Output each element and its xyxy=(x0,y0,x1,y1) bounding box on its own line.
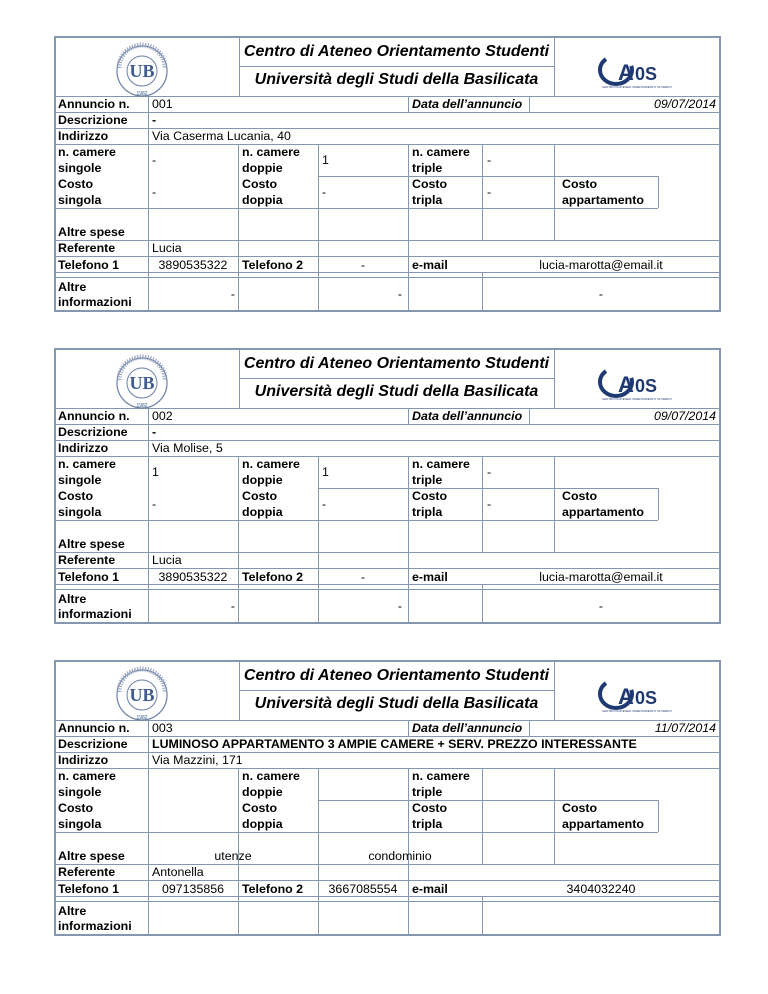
label-camere-singole-2: singole xyxy=(58,161,102,175)
centre-title: Centro di Ateneo Orientamento Studenti xyxy=(243,667,550,684)
label-descrizione: Descrizione xyxy=(58,113,128,127)
svg-text:CENTRO DI ATENEO ORIENTAMENTO: CENTRO DI ATENEO ORIENTAMENTO STUDENTI xyxy=(602,397,672,401)
label-altre-informazioni: Altre xyxy=(58,592,87,606)
annuncio-number: 003 xyxy=(152,721,173,735)
annuncio-date: 09/07/2014 xyxy=(653,97,716,111)
costo-doppia-value: - xyxy=(322,185,327,199)
svg-text:UB: UB xyxy=(129,685,155,705)
referente-value: Lucia xyxy=(152,241,182,255)
email-value: 3404032240 xyxy=(566,882,636,896)
telefono1-value: 3890535322 xyxy=(158,570,228,584)
email-value: lucia-marotta@email.it xyxy=(539,570,663,584)
label-altre-informazioni-2: informazioni xyxy=(58,607,132,621)
label-telefono1: Telefono 1 xyxy=(58,258,120,272)
telefono2-value: - xyxy=(360,570,366,584)
centre-title: Centro di Ateneo Orientamento Studenti xyxy=(243,43,550,60)
svg-text:UB: UB xyxy=(129,373,155,393)
label-camere-doppie: n. camere xyxy=(242,769,300,783)
svg-text:1982: 1982 xyxy=(136,403,148,409)
altre-info-a: - xyxy=(230,599,236,613)
indirizzo-value: Via Caserma Lucania, 40 xyxy=(152,129,291,143)
label-costo-appartamento-2: appartamento xyxy=(562,193,644,207)
camere-triple-value: - xyxy=(487,465,492,479)
label-costo-appartamento-2: appartamento xyxy=(562,505,644,519)
label-costo-singola: Costo xyxy=(58,489,94,503)
label-camere-doppie: n. camere xyxy=(242,457,300,471)
label-telefono1: Telefono 1 xyxy=(58,570,120,584)
label-camere-doppie-2: doppie xyxy=(242,785,283,799)
label-annuncio: Annuncio n. xyxy=(58,721,130,735)
svg-text:A: A xyxy=(618,60,634,85)
label-email: e-mail xyxy=(412,882,448,896)
altre-info-a: - xyxy=(230,287,236,301)
altre-info-c: - xyxy=(598,599,604,613)
annuncio-date: 09/07/2014 xyxy=(653,409,716,423)
university-title: Università degli Studi della Basilicata xyxy=(254,383,539,400)
annuncio-number: 002 xyxy=(152,409,173,423)
label-costo-doppia-2: doppia xyxy=(242,193,283,207)
costo-tripla-value: - xyxy=(487,497,492,511)
label-referente: Referente xyxy=(58,553,116,567)
label-costo-singola-2: singola xyxy=(58,193,102,207)
email-value: lucia-marotta@email.it xyxy=(539,258,663,272)
camere-triple-value: - xyxy=(487,153,492,167)
label-altre-informazioni-2: informazioni xyxy=(58,919,132,933)
label-data: Data dell’annuncio xyxy=(412,409,523,423)
costo-tripla-value: - xyxy=(487,185,492,199)
label-indirizzo: Indirizzo xyxy=(58,129,109,143)
label-camere-doppie-2: doppie xyxy=(242,473,283,487)
altre-spese-value-b: condominio xyxy=(368,849,432,863)
descrizione-value: - xyxy=(152,425,157,439)
label-costo-doppia: Costo xyxy=(242,177,278,191)
label-costo-doppia-2: doppia xyxy=(242,505,283,519)
svg-text:1982: 1982 xyxy=(136,715,148,721)
telefono1-value: 3890535322 xyxy=(158,258,228,272)
label-camere-singole-2: singole xyxy=(58,473,102,487)
altre-info-b: - xyxy=(397,599,403,613)
label-camere-singole: n. camere xyxy=(58,145,116,159)
costo-singola-value: - xyxy=(152,497,157,511)
label-camere-doppie: n. camere xyxy=(242,145,300,159)
svg-text:CENTRO DI ATENEO ORIENTAMENTO: CENTRO DI ATENEO ORIENTAMENTO STUDENTI xyxy=(602,709,672,713)
label-costo-doppia: Costo xyxy=(242,801,278,815)
label-telefono2: Telefono 2 xyxy=(242,258,304,272)
listing-card-3 xyxy=(54,660,720,936)
label-altre-spese: Altre spese xyxy=(58,849,125,863)
svg-text:1982: 1982 xyxy=(136,91,148,97)
label-costo-singola-2: singola xyxy=(58,817,102,831)
university-title: Università degli Studi della Basilicata xyxy=(254,695,539,712)
label-camere-triple-2: triple xyxy=(412,785,443,799)
label-indirizzo: Indirizzo xyxy=(58,441,109,455)
label-camere-triple-2: triple xyxy=(412,473,443,487)
costo-doppia-value: - xyxy=(322,497,327,511)
label-email: e-mail xyxy=(412,258,448,272)
label-email: e-mail xyxy=(412,570,448,584)
camere-singole-value: 1 xyxy=(152,465,159,479)
university-seal-icon xyxy=(102,354,182,409)
telefono2-value: - xyxy=(360,258,366,272)
label-costo-tripla-2: tripla xyxy=(412,505,443,519)
label-telefono2: Telefono 2 xyxy=(242,570,304,584)
label-costo-doppia: Costo xyxy=(242,489,278,503)
label-referente: Referente xyxy=(58,241,116,255)
label-altre-informazioni: Altre xyxy=(58,904,87,918)
svg-text:0S: 0S xyxy=(635,688,658,708)
label-costo-appartamento: Costo xyxy=(562,177,598,191)
label-altre-spese: Altre spese xyxy=(58,225,125,239)
label-camere-triple: n. camere xyxy=(412,145,470,159)
indirizzo-value: Via Molise, 5 xyxy=(152,441,223,455)
label-costo-doppia-2: doppia xyxy=(242,817,283,831)
label-descrizione: Descrizione xyxy=(58,737,128,751)
indirizzo-value: Via Mazzini, 171 xyxy=(152,753,243,767)
university-seal-icon xyxy=(102,666,182,721)
svg-text:CENTRO DI ATENEO ORIENTAMENTO: CENTRO DI ATENEO ORIENTAMENTO STUDENTI xyxy=(602,85,672,89)
label-camere-doppie-2: doppie xyxy=(242,161,283,175)
label-referente: Referente xyxy=(58,865,116,879)
university-seal-icon xyxy=(102,42,182,97)
label-costo-tripla-2: tripla xyxy=(412,193,443,207)
label-annuncio: Annuncio n. xyxy=(58,409,130,423)
costo-singola-value: - xyxy=(152,185,157,199)
annuncio-number: 001 xyxy=(152,97,173,111)
listing-card-1 xyxy=(54,36,720,312)
label-telefono1: Telefono 1 xyxy=(58,882,120,896)
svg-text:A: A xyxy=(618,684,634,709)
label-costo-tripla: Costo xyxy=(412,489,448,503)
caos-logo-icon xyxy=(598,46,680,92)
caos-logo-icon xyxy=(598,670,680,716)
referente-value: Antonella xyxy=(152,865,204,879)
descrizione-value: LUMINOSO APPARTAMENTO 3 AMPIE CAMERE + SERV. PREZZO INTERESSANTE xyxy=(152,737,637,751)
label-annuncio: Annuncio n. xyxy=(58,97,130,111)
label-costo-tripla: Costo xyxy=(412,177,448,191)
label-data: Data dell’annuncio xyxy=(412,97,523,111)
label-costo-singola: Costo xyxy=(58,177,94,191)
label-indirizzo: Indirizzo xyxy=(58,753,109,767)
label-altre-informazioni-2: informazioni xyxy=(58,295,132,309)
label-costo-tripla: Costo xyxy=(412,801,448,815)
label-costo-singola-2: singola xyxy=(58,505,102,519)
descrizione-value: - xyxy=(152,113,157,127)
altre-info-c: - xyxy=(598,287,604,301)
label-costo-singola: Costo xyxy=(58,801,94,815)
label-costo-appartamento-2: appartamento xyxy=(562,817,644,831)
label-altre-informazioni: Altre xyxy=(58,280,87,294)
telefono1-value: 097135856 xyxy=(161,882,225,896)
svg-text:0S: 0S xyxy=(635,64,658,84)
centre-title: Centro di Ateneo Orientamento Studenti xyxy=(243,355,550,372)
referente-value: Lucia xyxy=(152,553,182,567)
label-camere-singole: n. camere xyxy=(58,457,116,471)
camere-singole-value: - xyxy=(152,153,157,167)
caos-logo-icon xyxy=(598,358,680,404)
listing-card-2 xyxy=(54,348,720,624)
annuncio-date: 11/07/2014 xyxy=(654,721,716,735)
label-camere-singole: n. camere xyxy=(58,769,116,783)
university-title: Università degli Studi della Basilicata xyxy=(254,71,539,88)
svg-text:UB: UB xyxy=(129,61,155,81)
label-altre-spese: Altre spese xyxy=(58,537,125,551)
label-descrizione: Descrizione xyxy=(58,425,128,439)
telefono2-value: 3667085554 xyxy=(328,882,398,896)
label-camere-triple: n. camere xyxy=(412,769,470,783)
label-camere-triple-2: triple xyxy=(412,161,443,175)
altre-info-b: - xyxy=(397,287,403,301)
svg-text:A: A xyxy=(618,372,634,397)
camere-doppie-value: 1 xyxy=(322,153,329,167)
label-telefono2: Telefono 2 xyxy=(242,882,304,896)
label-camere-triple: n. camere xyxy=(412,457,470,471)
camere-doppie-value: 1 xyxy=(322,465,329,479)
label-data: Data dell’annuncio xyxy=(412,721,523,735)
label-costo-tripla-2: tripla xyxy=(412,817,443,831)
label-costo-appartamento: Costo xyxy=(562,489,598,503)
label-costo-appartamento: Costo xyxy=(562,801,598,815)
altre-spese-value-a: utenze xyxy=(214,849,252,863)
svg-text:0S: 0S xyxy=(635,376,658,396)
label-camere-singole-2: singole xyxy=(58,785,102,799)
